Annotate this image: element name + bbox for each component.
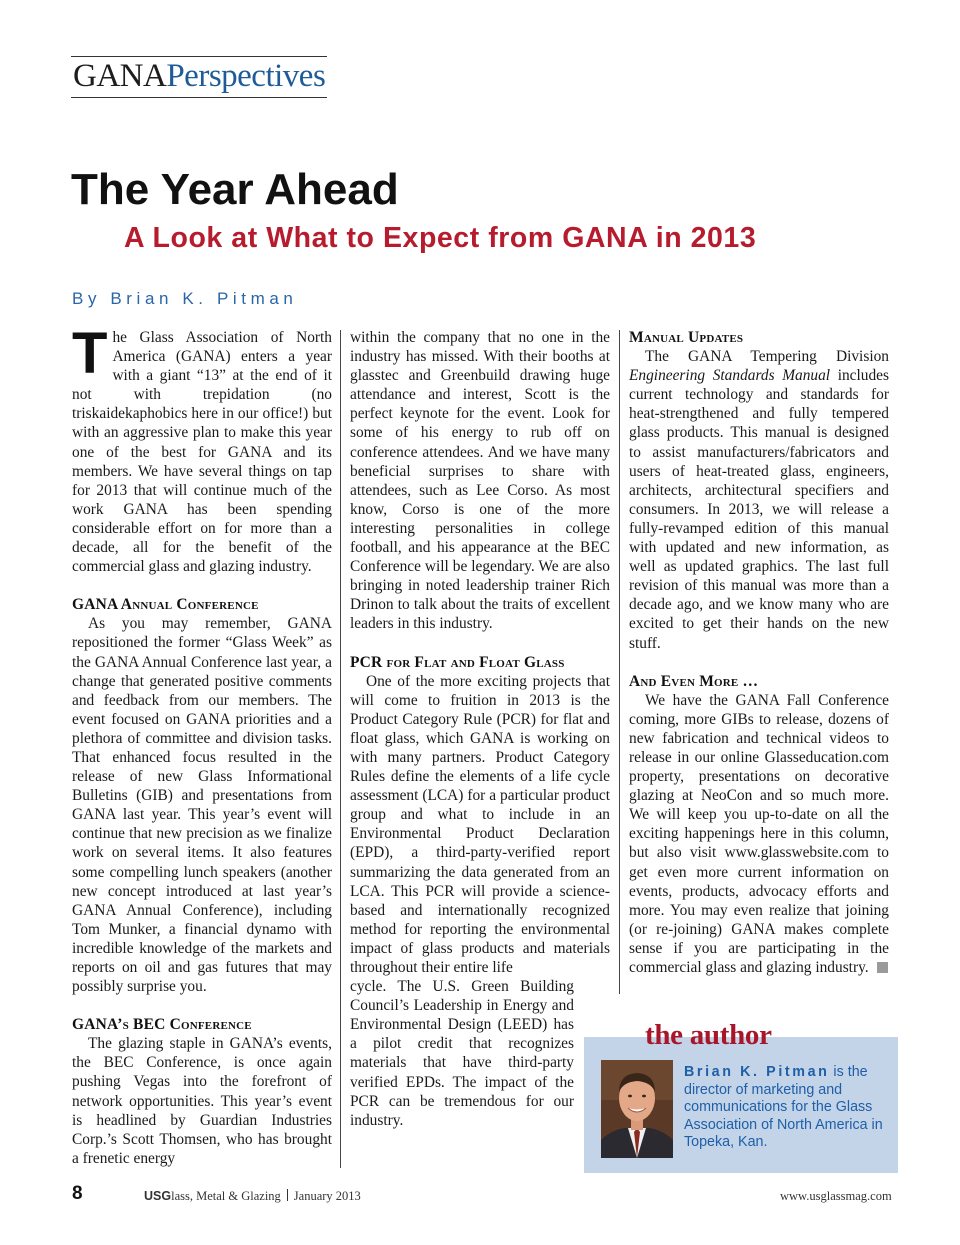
even-more-text <box>629 691 889 977</box>
page-number: 8 <box>72 1183 83 1204</box>
column-3 <box>629 328 889 977</box>
column-rule-1 <box>340 330 341 1168</box>
heading-manual-updates: Manual Updates <box>629 329 744 346</box>
manual-text-post: includes current technology and standards for heat-strengthened and fully tempered glass products. This manual is designed to assist manufacturers/fabricators and users of heat-treated glass, engineers, architects, architectural specifiers and consumers. In 2013, we will release a fully-revamped edition of this manual with updated and new information, as well as updated graphics. The last full revision of this manual was more than a decade ago, and we know many who are excited to get their hands on the new stuff. <box>629 367 889 652</box>
drop-cap: T <box>72 321 108 386</box>
section-logo <box>71 56 327 98</box>
portrait-icon <box>601 1060 673 1158</box>
author-photo <box>601 1060 673 1158</box>
manual-updates-text <box>629 347 889 653</box>
heading-even-more: And Even More … <box>629 672 759 690</box>
annual-conference-text: As you may remember, GANA repositioned the former “Glass Week” as the GANA Annual Conference last year, a change that generated positive comments and feedback from our members. The event focused on GANA priorities and a plethora of committee and division tasks. That enhanced focus resulted in the release of new Glass Informational Bulletins (GIB) and presentations from GANA last year. This year’s event will continue that new precision as we finalize work on several items. It also features some compelling lunch speakers (another new concept introduced at last year’s GANA Annual Conference), including Tom Munker, a financial dynamo with incredible knowledge of the markets and reports on oil and gas futures that may possibly surprise you. <box>72 615 332 996</box>
heading-pcr: PCR for Flat and Float Glass <box>350 653 565 671</box>
heading-annual-conference: GANA Annual Conference <box>72 596 259 614</box>
author-name: Brian K. Pitman <box>684 1064 830 1080</box>
logo-part1: GANA <box>73 58 167 94</box>
end-mark-icon <box>877 962 888 973</box>
column-2 <box>350 328 610 1130</box>
intro-text: he Glass Association of North America (GANA) enters a year with a giant “13” at the end of it not with trepidation (no triskaidekaphobics here in our office!) but with an aggressive plan to make this year one of the best for GANA and its members. We have several things on tap for 2013 that will continue much of the work GANA has been spending considerable effort on for more than a decade, all for the benefit of the commercial glass and glazing industry. <box>72 329 332 576</box>
pcr-text-continued: cycle. The U.S. Green Building Council’s Leadership in Energy and Environmental Design (LEED) has a pilot credit that recognizes materials that have third-party verified EPDs. The impact of the PCR can be tremendous for our industry. <box>350 978 574 1129</box>
author-heading: the author <box>645 1019 772 1051</box>
article-title: The Year Ahead <box>71 165 399 214</box>
footer-separator <box>287 1189 288 1201</box>
bec-conference-text: The glazing staple in GANA’s events, the BEC Conference, is once again pushing Vegas into the forefront of network opportunities. This year’s event is headlined by Guardian Industries Corp.’s Scott Thomsen, who has brought a frenetic energy <box>72 1035 332 1167</box>
column-1 <box>72 321 332 1168</box>
article-subtitle: A Look at What to Expect from GANA in 2013 <box>124 222 757 254</box>
byline: By Brian K. Pitman <box>72 289 298 308</box>
pub-bold: USG <box>144 1189 172 1203</box>
intro-paragraph <box>72 321 332 576</box>
heading-bec-conference: GANA’s BEC Conference <box>72 1016 252 1034</box>
issue-date: January 2013 <box>293 1189 361 1203</box>
pcr-text: One of the more exciting projects that will come to fruition in 2013 is the Product Category Rule (PCR) for flat and float glass, which GANA is working on with many partners. Product Category Rules define the elements of a life cycle assessment (LCA) for a particular product group and what to include in an Environmental Product Declaration (EPD), a third-party-verified report summarizing the data generated from an LCA. This PCR will provide a science-based and internationally recognized method for reporting the environmental impact of glass products and materials throughout their entire life <box>350 672 610 976</box>
author-bio-text: is the director of marketing and communications for the Glass Association of North America in Topeka, Kan. <box>684 1064 883 1151</box>
column-rule-2 <box>619 330 620 994</box>
pub-rest: lass, Metal & Glazing <box>171 1189 281 1203</box>
website-link[interactable]: www.usglassmag.com <box>780 1189 892 1203</box>
manual-text-pre: The GANA Tempering Division <box>645 348 889 366</box>
even-more-body: We have the GANA Fall Conference coming, more GIBs to release, dozens of new fabrication and technical videos to release in our online Glasseducation.com property, presentations on decorative glazing at NeoCon and so much more. We will keep you up-to-date on all the exciting happenings here in this column, but also visit www.glasswebsite.com to get even more current information on events, products, advocacy efforts and more. You may even realize that joining (or re-joining) GANA makes complete sense if you are participating in the commercial glass and glazing industry. <box>629 691 889 976</box>
author-bio <box>684 1064 890 1152</box>
bec-conference-continued: within the company that no one in the industry has missed. With their booths at glasstec and Greenbuild drawing huge attendance and interest, Scott is the perfect keynote for the event. Look for some of his energy to rub off on conference attendees. And we have many beneficial surprises to share with attendees, such as Lee Corso. As most know, Corso is one of the more interesting personalities in college football, and his appearance at the BEC Conference will be legendary. We are also bringing in noted leadership trainer Rich Drinon to talk about the traits of excellent leaders in this industry. <box>350 329 610 633</box>
logo-text <box>73 58 325 95</box>
logo-part2: Perspectives <box>166 58 326 94</box>
publication-name <box>144 1188 361 1204</box>
manual-title: Engineering Standards Manual <box>629 367 831 385</box>
